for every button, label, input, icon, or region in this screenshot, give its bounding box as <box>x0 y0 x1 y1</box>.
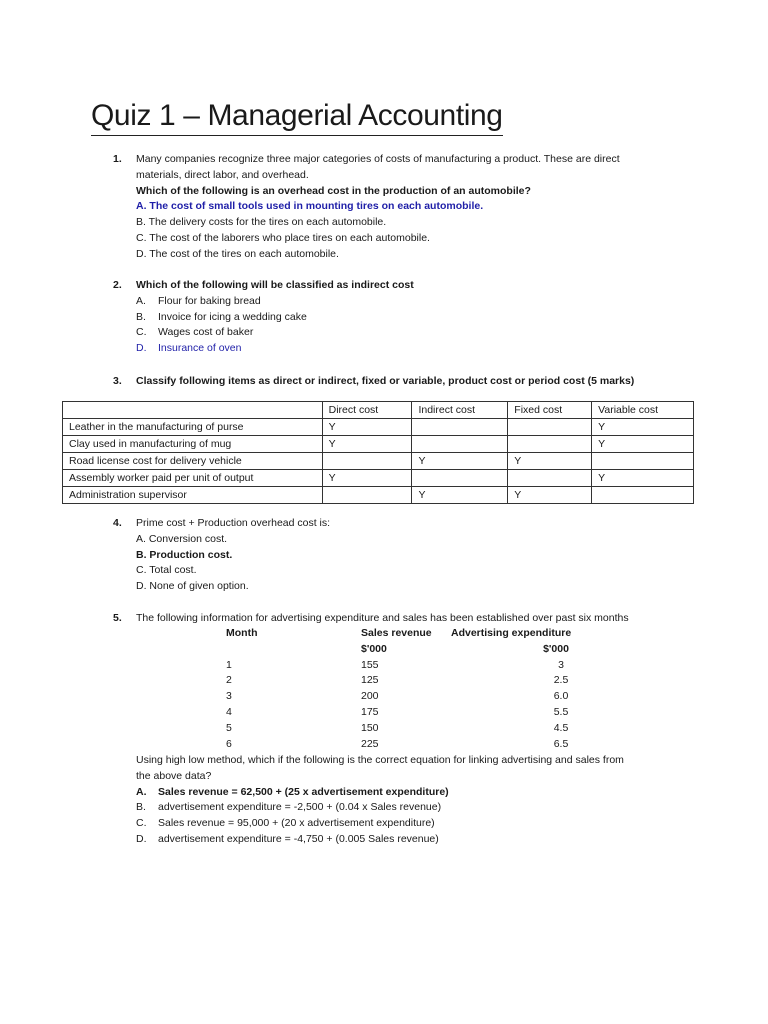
table-row <box>136 737 596 753</box>
question-number: 1. <box>113 153 122 165</box>
question-number: 5. <box>113 612 122 624</box>
answer-option-a <box>136 785 696 801</box>
table-cell <box>322 453 412 470</box>
advertising-cell: 4.5 <box>553 721 569 734</box>
table-cell <box>322 487 412 504</box>
table-cell: Y <box>322 419 412 436</box>
answer-option-b: B. The delivery costs for the tires on each automobile. <box>136 216 387 229</box>
table-row <box>136 689 596 705</box>
advertising-unit: $'000 <box>543 642 569 655</box>
table-cell: Y <box>592 436 694 453</box>
table-cell: Y <box>508 453 592 470</box>
table-row <box>136 673 596 689</box>
table-cell: Y <box>592 470 694 487</box>
option-text: advertisement expenditure = -2,500 + (0.04 x Sales revenue) <box>158 801 442 814</box>
table-row <box>136 705 596 721</box>
option-letter: A. <box>136 785 147 798</box>
table-header-cell: Direct cost <box>322 402 412 419</box>
answer-option-a: A. Conversion cost. <box>136 532 228 545</box>
answer-option-c: C. Total cost. <box>136 564 197 577</box>
answer-option-b <box>136 310 696 326</box>
table-row <box>63 419 694 436</box>
question-text: Which of the following will be classified as indirect cost <box>136 279 414 291</box>
table-cell <box>412 470 508 487</box>
option-letter: D. <box>136 342 147 355</box>
advertising-cell: 2.5 <box>553 674 569 687</box>
answer-option-b <box>136 800 696 816</box>
table-header-cell: Indirect cost <box>412 402 508 419</box>
option-text: advertisement expenditure = -4,750 + (0.005 Sales revenue) <box>158 832 439 845</box>
advertising-sales-table <box>136 626 596 752</box>
question-number: 4. <box>113 517 122 529</box>
table-cell <box>592 453 694 470</box>
table-row <box>136 658 596 674</box>
option-letter: C. <box>136 817 147 830</box>
option-text: Wages cost of baker <box>158 326 254 339</box>
month-cell: 1 <box>226 658 232 671</box>
table-unit-row <box>136 642 596 658</box>
question-intro: The following information for advertising expenditure and sales has been established over past six months <box>136 612 629 624</box>
advertising-cell: 6.5 <box>553 737 569 750</box>
table-cell: Y <box>322 436 412 453</box>
answer-option-b: B. Production cost. <box>136 548 233 561</box>
page-title: Quiz 1 – Managerial Accounting <box>91 98 503 136</box>
table-cell: Clay used in manufacturing of mug <box>63 436 323 453</box>
table-cell: Y <box>412 453 508 470</box>
option-letter: A. <box>136 294 146 307</box>
answer-option-d <box>136 341 696 357</box>
table-cell: Administration supervisor <box>63 487 323 504</box>
question-text: Classify following items as direct or indirect, fixed or variable, product cost or period cost (5 marks) <box>136 375 635 387</box>
table-row <box>63 453 694 470</box>
option-text: Invoice for icing a wedding cake <box>158 310 307 323</box>
table-cell: Y <box>322 470 412 487</box>
question-number: 3. <box>113 375 122 387</box>
option-letter: C. <box>136 326 147 339</box>
table-header-cell: Variable cost <box>592 402 694 419</box>
table-cell <box>508 470 592 487</box>
table-cell <box>592 487 694 504</box>
answer-option-d <box>136 832 696 848</box>
question-text-line: Using high low method, which if the following is the correct equation for linking advertising and sales from <box>136 754 624 766</box>
month-cell: 5 <box>226 721 232 734</box>
table-cell: Leather in the manufacturing of purse <box>63 419 323 436</box>
month-header: Month <box>226 627 258 639</box>
option-text: Sales revenue = 62,500 + (25 x advertisement expenditure) <box>158 785 449 798</box>
month-cell: 3 <box>226 690 232 703</box>
sales-cell: 125 <box>361 674 379 687</box>
table-cell: Assembly worker paid per unit of output <box>63 470 323 487</box>
table-row <box>63 487 694 504</box>
option-text: Sales revenue = 95,000 + (20 x advertisement expenditure) <box>158 817 435 830</box>
advertising-cell: 5.5 <box>553 705 569 718</box>
advertising-header: Advertising expenditure <box>451 627 572 639</box>
option-letter: D. <box>136 832 147 845</box>
sales-cell: 175 <box>361 705 379 718</box>
sales-cell: 155 <box>361 658 379 671</box>
advertising-cell: 6.0 <box>553 690 569 703</box>
option-text: Flour for baking bread <box>158 294 261 307</box>
answer-option-a <box>136 294 696 310</box>
question-text: Which of the following is an overhead cost in the production of an automobile? <box>136 184 531 197</box>
sales-header: Sales revenue <box>361 627 432 639</box>
table-row <box>63 436 694 453</box>
answer-option-a: A. The cost of small tools used in mounting tires on each automobile. <box>136 200 484 213</box>
classification-table <box>62 401 694 504</box>
answer-option-c <box>136 816 696 832</box>
table-cell: Road license cost for delivery vehicle <box>63 453 323 470</box>
table-cell <box>412 436 508 453</box>
sales-unit: $'000 <box>361 642 387 655</box>
sales-cell: 150 <box>361 721 379 734</box>
answer-option-d: D. None of given option. <box>136 580 249 593</box>
question-intro-line: materials, direct labor, and overhead. <box>136 168 309 181</box>
sales-cell: 225 <box>361 737 379 750</box>
table-cell: Y <box>508 487 592 504</box>
table-cell: Y <box>412 487 508 504</box>
table-row <box>63 470 694 487</box>
table-header-cell: Fixed cost <box>508 402 592 419</box>
option-letter: B. <box>136 801 146 814</box>
question-text-line: the above data? <box>136 769 212 782</box>
month-cell: 4 <box>226 705 232 718</box>
question-intro-line: Many companies recognize three major categories of costs of manufacturing a product. These are direct <box>136 153 620 165</box>
month-cell: 2 <box>226 674 232 687</box>
question-text: Prime cost + Production overhead cost is: <box>136 517 331 529</box>
table-row <box>136 721 596 737</box>
sales-cell: 200 <box>361 690 379 703</box>
question-number: 2. <box>113 279 122 291</box>
answer-option-c <box>136 325 696 341</box>
table-cell <box>508 419 592 436</box>
option-letter: B. <box>136 310 146 323</box>
table-cell: Y <box>592 419 694 436</box>
month-cell: 6 <box>226 737 232 750</box>
answer-option-d: D. The cost of the tires on each automobile. <box>136 247 339 260</box>
table-header-row <box>63 402 694 419</box>
table-cell <box>508 436 592 453</box>
table-header-cell <box>63 402 323 419</box>
answer-option-c: C. The cost of the laborers who place tires on each automobile. <box>136 231 430 244</box>
advertising-cell: 3 <box>558 658 564 671</box>
table-header-row <box>136 626 596 642</box>
table-cell <box>412 419 508 436</box>
option-text: Insurance of oven <box>158 342 242 355</box>
